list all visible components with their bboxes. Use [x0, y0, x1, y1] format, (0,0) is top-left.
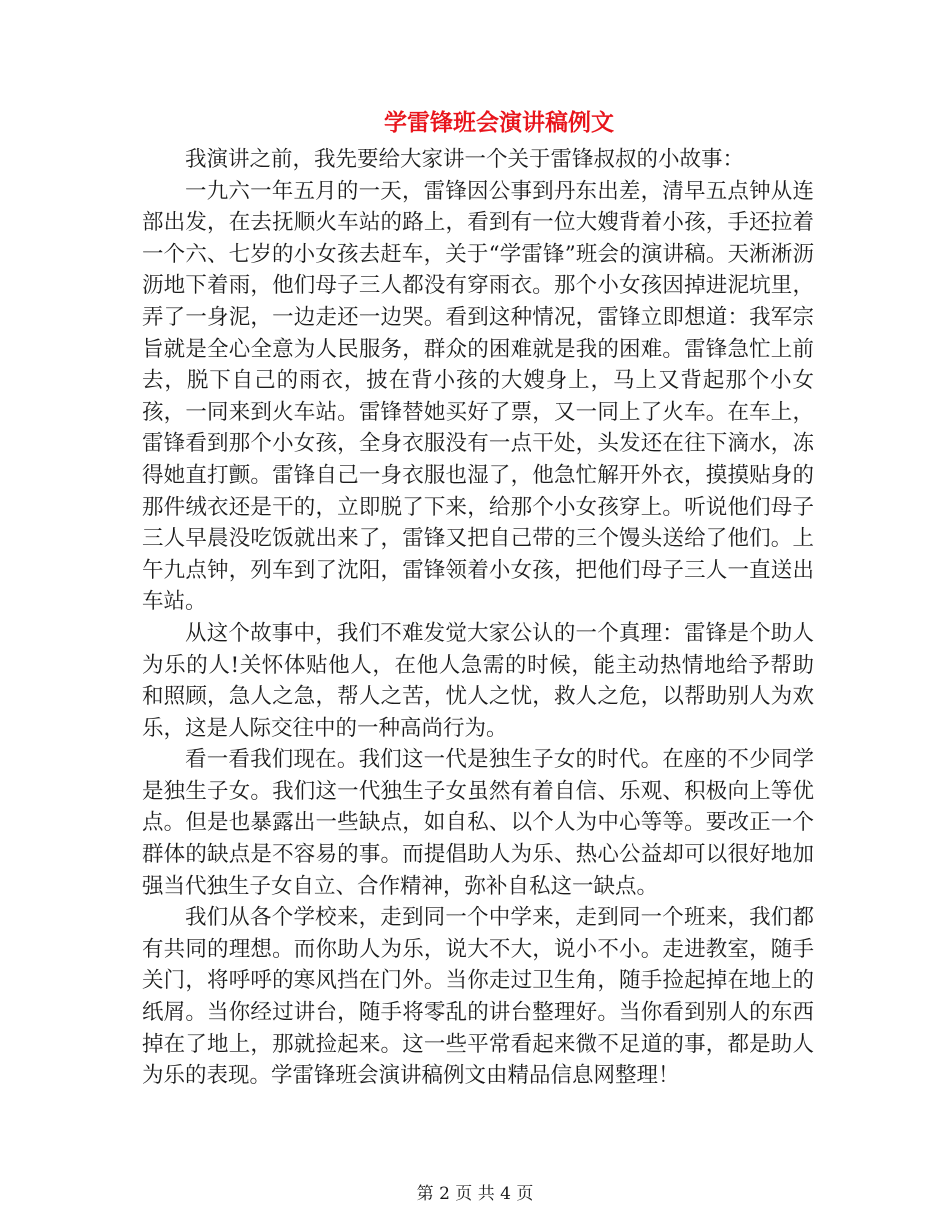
document-title: 学雷锋班会演讲稿例文 [384, 109, 614, 136]
page-number-footer: 第 2 页 共 4 页 [416, 1184, 534, 1204]
paragraph-truth: 从这个故事中，我们不难发觉大家公认的一个真理：雷锋是个助人为乐的人!关怀体贴他人，在他人急需的时候，能主动热情地给予帮助和照顾，急人之急，帮人之苦，忧人之忧，救人之危，以帮助别人为欢乐，这是人际交往中的一种高尚行为。 [142, 620, 814, 741]
paragraph-story: 一九六一年五月的一天，雷锋因公事到丹东出差，清早五点钟从连部出发，在去抚顺火车站的路上，看到有一位大嫂背着小孩，手还拉着一个六、七岁的小女孩去赶车，关于“学雷锋”班会的演讲稿。天淅淅沥沥地下着雨，他们母子三人都没有穿雨衣。那个小女孩因掉进泥坑里，弄了一身泥，一边走还一边哭。看到这种情况，雷锋立即想道：我军宗旨就是全心全意为人民服务，群众的困难就是我的困难。雷锋急忙上前去，脱下自己的雨衣，披在背小孩的大嫂身上，马上又背起那个小女孩，一同来到火车站。雷锋替她买好了票，又一同上了火车。在车上，雷锋看到那个小女孩，全身衣服没有一点干处，头发还在往下滴水，冻得她直打颤。雷锋自己一身衣服也湿了，他急忙解开外衣，摸摸贴身的那件绒衣还是干的，立即脱了下来，给那个小女孩穿上。听说他们母子三人早晨没吃饭就出来了，雷锋又把自己带的三个馒头送给了他们。上午九点钟，列车到了沈阳，雷锋领着小女孩，把他们母子三人一直送出车站。 [142, 178, 814, 615]
paragraph-present: 看一看我们现在。我们这一代是独生子女的时代。在座的不少同学是独生子女。我们这一代独生子女虽然有着自信、乐观、积极向上等优点。但是也暴露出一些缺点，如自私、以个人为中心等等。要改正一个群体的缺点是不容易的事。而提倡助人为乐、热心公益却可以很好地加强当代独生子女自立、合作精神，弥补自私这一缺点。 [142, 747, 814, 899]
paragraph-closing: 我们从各个学校来，走到同一个中学来，走到同一个班来，我们都有共同的理想。而你助人为乐，说大不大，说小不小。走进教室，随手关门，将呼呼的寒风挡在门外。当你走过卫生角，随手捡起掉在地上的纸屑。当你经过讲台，随手将零乱的讲台整理好。当你看到别人的东西掉在了地上，那就捡起来。这一些平常看起来微不足道的事，都是助人为乐的表现。学雷锋班会演讲稿例文由精品信息网整理！ [142, 905, 814, 1089]
paragraph-intro: 我演讲之前，我先要给大家讲一个关于雷锋叔叔的小故事： [185, 147, 745, 172]
document-body [142, 144, 814, 1092]
